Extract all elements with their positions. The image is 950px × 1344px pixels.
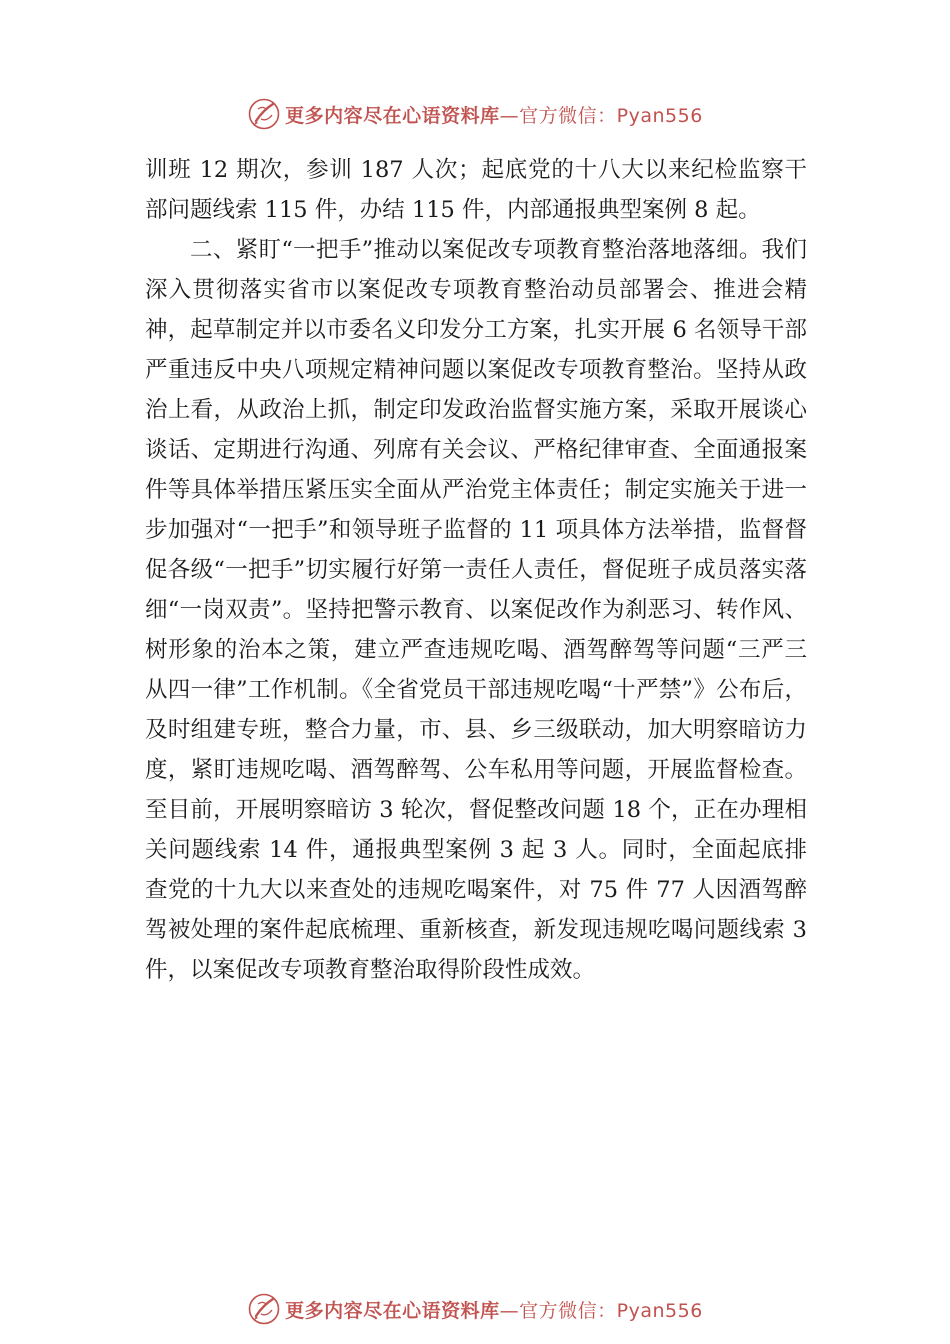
header-watermark-text: [285, 101, 703, 128]
paragraph-2: 二、紧盯“一把手”推动以案促改专项教育整治落地落细。我们深入贯彻落实省市以案促改专项教育整治动员部署会、推进会精神，起草制定并以市委名义印发分工方案，扎实开展 6 名领导干部严重违反中央八项规定精神问题以案促改专项教育整治。坚持从政治上看，从政治上抓，制定印发政治监督实施方案，采取开展谈心谈话、定期进行沟通、列席有关会议、严格纪律审查、全面通报案件等具体举措压紧压实全面从严治党主体责任；制定实施关于进一步加强对“一把手”和领导班子监督的 11 项具体方法举措，监督督促各级“一把手”切实履行好第一责任人责任，督促班子成员落实落细“一岗双责”。坚持把警示教育、以案促改作为刹恶习、转作风、树形象的治本之策，建立严查违规吃喝、酒驾醉驾等问题“三严三从四一律”工作机制。《全省党员干部违规吃喝“十严禁”》公布后，及时组建专班，整合力量，市、县、乡三级联动，加大明察暗访力度，紧盯违规吃喝、酒驾醉驾、公车私用等问题，开展监督检查。至目前，开展明察暗访 3 轮次，督促整改问题 18 个，正在办理相关问题线索 14 件，通报典型案例 3 起 3 人。同时，全面起底排查党的十九大以来查处的违规吃喝案件，对 75 件 77 人因酒驾醉驾被处理的案件起底梳理、重新核查，新发现违规吃喝问题线索 3 件，以案促改专项教育整治取得阶段性成效。: [145, 237, 807, 983]
header-separator: —: [499, 104, 520, 127]
footer-wechat: 官方微信：Pyan556: [519, 1299, 703, 1322]
footer-brand: 更多内容尽在心语资料库: [285, 1299, 500, 1322]
footer-watermark: [0, 1289, 950, 1329]
document-body: [145, 150, 807, 990]
header-brand: 更多内容尽在心语资料库: [285, 104, 500, 127]
header-watermark: [0, 94, 950, 134]
pen-logo-icon: [247, 1292, 281, 1326]
footer-separator: —: [499, 1299, 520, 1322]
header-wechat: 官方微信：Pyan556: [519, 104, 703, 127]
pen-logo-icon: [247, 97, 281, 131]
paragraph-1: 训班 12 期次，参训 187 人次；起底党的十八大以来纪检监察干部问题线索 115 件，办结 115 件，内部通报典型案例 8 起。: [145, 157, 807, 223]
footer-watermark-text: [285, 1296, 703, 1323]
